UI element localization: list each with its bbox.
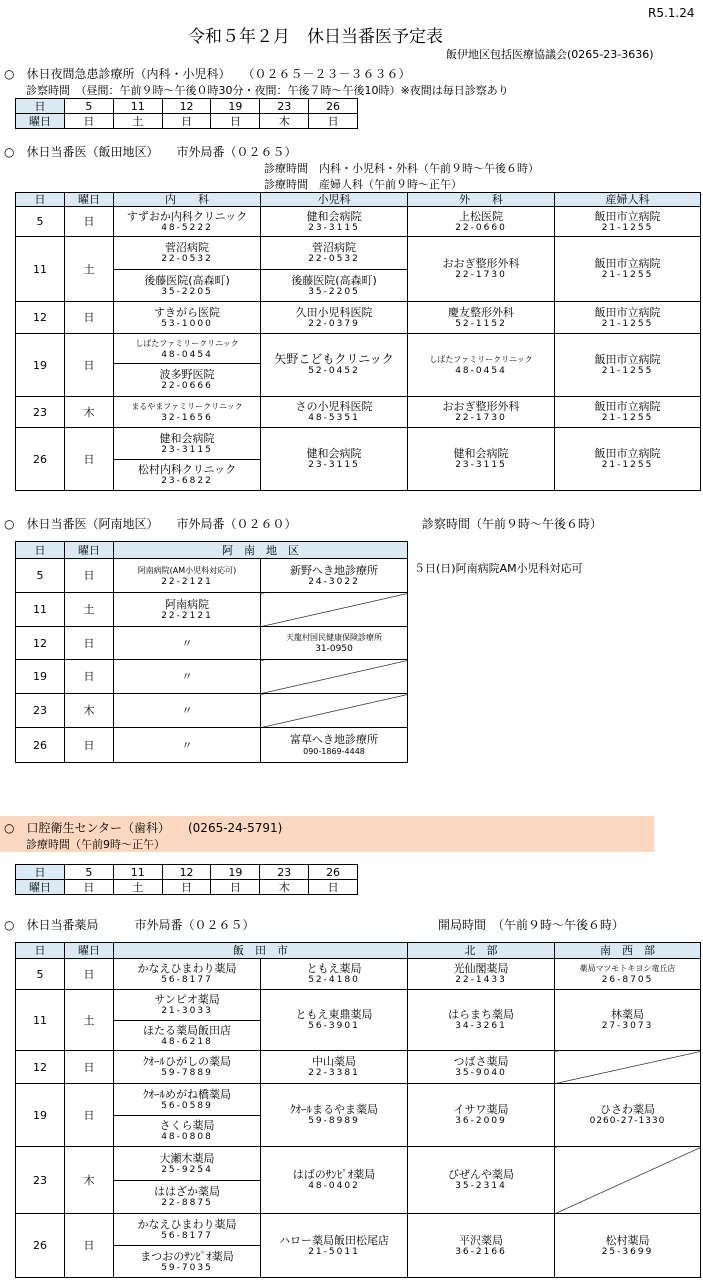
col-header: 日 [16, 193, 65, 207]
pharmacy-cell: かなえひまわり薬局 56-8177 [114, 1214, 261, 1246]
pharmacy-cell: ははざか薬局 22-8875 [114, 1181, 261, 1214]
shonika-cell: さの小児科医院 48-5351 [261, 397, 408, 428]
table-row [16, 728, 408, 763]
pharmacy-cell: まつおのｻﾝﾋﾟｵ薬局 59-7035 [114, 1246, 261, 1278]
table-row [16, 990, 701, 1021]
shonika-cell: 健和会病院 23-3115 [261, 428, 408, 491]
geka-cell: おおぎ整形外科 22-1730 [408, 237, 555, 302]
anan-heading: ○ 休日当番医（阿南地区） 市外局番（０２６０） [4, 517, 297, 531]
pharmacy-cell: はばのｻﾝﾋﾟｵ薬局 48-0402 [261, 1147, 408, 1214]
pharmacy-cell: 薬局マツモトキヨシ竜丘店 26-8705 [555, 959, 701, 990]
empty-slash-cell [261, 694, 408, 728]
day-cell: 26 [309, 99, 358, 114]
weekday-cell: 日 [65, 627, 114, 660]
iida-hours-1: 診療時間 内科・小児科・外科（午前９時～午後６時） [264, 162, 539, 175]
page-title: 令和５年２月 休日当番医予定表 [188, 27, 443, 47]
day-cell: 11 [16, 237, 65, 302]
anan-left-cell: 〃 [114, 728, 261, 763]
day-cell: 19 [16, 334, 65, 397]
weekday-cell: 日 [65, 880, 114, 895]
shonika-cell: 菅沼病院 22-0532 [261, 237, 408, 270]
sanfu-cell: 飯田市立病院 21-1255 [555, 397, 701, 428]
table-row [16, 207, 701, 237]
naika-cell: すきがら医院 53-1000 [114, 302, 261, 334]
day-cell: 19 [16, 660, 65, 694]
day-cell: 11 [113, 99, 162, 114]
table-row [16, 428, 701, 460]
empty-slash-cell [261, 660, 408, 694]
weekday-cell: 日 [65, 1214, 114, 1278]
col-header: 北 部 [408, 943, 555, 959]
pharmacy-cell: かなえひまわり薬局 56-8177 [114, 959, 261, 990]
weekday-cell: 日 [211, 880, 260, 895]
naika-cell: すずおか内科クリニック 48-5222 [114, 207, 261, 237]
table-row [16, 1084, 701, 1116]
naika-cell: 波多野医院 22-0666 [114, 364, 261, 397]
day-cell: 12 [16, 302, 65, 334]
day-cell: 5 [65, 865, 114, 880]
day-cell: 5 [65, 99, 114, 114]
naika-cell: しばたファミリークリニック 48-0454 [114, 334, 261, 364]
weekday-cell: 木 [65, 694, 114, 728]
day-cell: 26 [16, 728, 65, 763]
sanfu-cell: 飯田市立病院 21-1255 [555, 428, 701, 491]
day-cell: 5 [16, 559, 65, 593]
col-header: 産婦人科 [555, 193, 701, 207]
table-row [16, 334, 701, 364]
pharmacy-table [15, 942, 701, 1278]
anan-note: ５日(日)阿南病院AM小児科対応可 [414, 562, 583, 575]
day-cell: 11 [16, 593, 65, 627]
day-cell: 11 [16, 990, 65, 1051]
day-cell: 19 [211, 99, 260, 114]
weekday-cell: 日 [162, 880, 211, 895]
anan-left-cell: 阿南病院(AM小児科対応可) 22-2121 [114, 559, 261, 593]
col-header: 曜日 [65, 193, 114, 207]
day-cell: 23 [16, 1147, 65, 1214]
anan-hours: 診察時間（午前９時～午後６時） [422, 517, 603, 531]
weekday-cell: 日 [65, 1084, 114, 1147]
pharmacy-cell: イサワ薬局 36-2009 [408, 1084, 555, 1147]
anan-right-cell: 天龍村国民健康保険診療所 31-0950 [261, 627, 408, 660]
pharmacy-cell: つばさ薬局 35-9040 [408, 1051, 555, 1084]
weekday-cell: 日 [65, 728, 114, 763]
dental-table [15, 864, 358, 895]
weekday-cell: 土 [113, 114, 162, 129]
anan-left-cell: 〃 [114, 694, 261, 728]
day-label: 日 [16, 865, 65, 880]
pharmacy-cell: ｸｵｰﾙひがしの薬局 59-7889 [114, 1051, 261, 1084]
pharmacy-cell: 松村薬局 25-3699 [555, 1214, 701, 1278]
geka-cell: 慶友整形外科 52-1152 [408, 302, 555, 334]
weekday-cell: 日 [309, 880, 358, 895]
table-row [16, 593, 408, 627]
weekday-cell: 土 [65, 237, 114, 302]
geka-cell: しばたファミリークリニック 48-0454 [408, 334, 555, 397]
day-cell: 23 [260, 865, 309, 880]
pharmacy-cell: サンピオ薬局 21-3033 [114, 990, 261, 1021]
day-cell: 5 [16, 959, 65, 990]
anan-left-cell: 〃 [114, 660, 261, 694]
empty-slash-cell [555, 1147, 701, 1214]
weekday-cell: 土 [65, 593, 114, 627]
geka-cell: 健和会病院 23-3115 [408, 428, 555, 491]
day-cell: 12 [162, 99, 211, 114]
dental-hours: 診療時間（午前9時～正午） [26, 838, 165, 851]
day-cell: 12 [162, 865, 211, 880]
day-label: 日 [16, 99, 65, 114]
shonika-cell: 久田小児科医院 22-0379 [261, 302, 408, 334]
table-row [16, 559, 408, 593]
table-row [16, 694, 408, 728]
pharmacy-cell: ともえ薬局 52-4180 [261, 959, 408, 990]
table-row [16, 302, 701, 334]
day-cell: 12 [16, 1051, 65, 1084]
weekday-cell: 木 [65, 1147, 114, 1214]
weekday-cell: 日 [65, 559, 114, 593]
weekday-cell: 日 [211, 114, 260, 129]
night-clinic-table [15, 98, 358, 129]
day-cell: 19 [211, 865, 260, 880]
sanfu-cell: 飯田市立病院 21-1255 [555, 237, 701, 302]
pharmacy-cell: ハロー薬局飯田松尾店 21-5011 [261, 1214, 408, 1278]
document-date: R5.1.24 [648, 6, 695, 20]
pharmacy-cell: ｸｵｰﾙまるやま薬局 59-8989 [261, 1084, 408, 1147]
weekday-cell: 木 [260, 114, 309, 129]
weekday-cell: 日 [65, 1051, 114, 1084]
sanfu-cell: 飯田市立病院 21-1255 [555, 334, 701, 397]
weekday-cell: 日 [65, 114, 114, 129]
pharmacy-cell: さくら薬局 48-0808 [114, 1116, 261, 1147]
anan-left-cell: 〃 [114, 627, 261, 660]
iida-hours-2: 診療時間 産婦人科（午前９時～正午） [264, 178, 462, 191]
iida-heading: ○ 休日当番医（飯田地区） 市外局番（０２６５） [4, 145, 297, 159]
pharmacy-cell: ひさわ薬局 0260-27-1330 [555, 1084, 701, 1147]
anan-left-cell: 阿南病院 22-2121 [114, 593, 261, 627]
anan-table [15, 541, 408, 763]
weekday-cell: 日 [65, 334, 114, 397]
weekday-cell: 木 [260, 880, 309, 895]
naika-cell: 健和会病院 23-3115 [114, 428, 261, 460]
col-header: 日 [16, 542, 65, 559]
day-cell: 11 [113, 865, 162, 880]
dental-heading: ○ 口腔衛生センター（歯科） (0265-24-5791) [4, 821, 283, 835]
night-clinic-hours: 診察時間 （昼間：午前９時～午後０時30分・夜間：午後７時～午後10時）※夜間は毎日診察あり [26, 84, 509, 97]
day-cell: 23 [260, 99, 309, 114]
weekday-cell: 日 [65, 959, 114, 990]
pharmacy-cell: 中山薬局 22-3381 [261, 1051, 408, 1084]
iida-table [15, 192, 701, 491]
col-header: 阿 南 地 区 [114, 542, 408, 559]
pharmacy-cell: 大瀬木薬局 25-9254 [114, 1147, 261, 1181]
col-header: 南 西 部 [555, 943, 701, 959]
weekday-cell: 日 [65, 302, 114, 334]
col-header: 内 科 [114, 193, 261, 207]
col-header: 曜日 [65, 542, 114, 559]
col-header: 飯 田 市 [114, 943, 408, 959]
pharmacy-cell: ほたる薬局飯田店 48-6218 [114, 1021, 261, 1051]
table-row [16, 237, 701, 270]
col-header: 小児科 [261, 193, 408, 207]
table-row [16, 1147, 701, 1181]
col-header: 日 [16, 943, 65, 959]
naika-cell: 菅沼病院 22-0532 [114, 237, 261, 270]
pharmacy-cell: はらまち薬局 34-3261 [408, 990, 555, 1051]
day-cell: 26 [16, 428, 65, 491]
weekday-cell: 土 [113, 880, 162, 895]
day-cell: 26 [16, 1214, 65, 1278]
weekday-cell: 日 [65, 207, 114, 237]
night-clinic-heading: ○ 休日夜間急患診療所（内科・小児科） （０２６５－２３－３６３６） [4, 67, 411, 81]
day-cell: 12 [16, 627, 65, 660]
pharmacy-cell: 平沢薬局 36-2166 [408, 1214, 555, 1278]
day-cell: 19 [16, 1084, 65, 1147]
shonika-cell: 後藤医院(高森町) 35-2205 [261, 270, 408, 302]
table-row [16, 1214, 701, 1246]
organization: 飯伊地区包括医療協議会(0265-23-3636) [446, 48, 654, 61]
table-row [16, 397, 701, 428]
weekday-cell: 日 [65, 428, 114, 491]
weekday-cell: 土 [65, 990, 114, 1051]
table-row [16, 660, 408, 694]
table-row [16, 627, 408, 660]
geka-cell: おおぎ整形外科 22-1730 [408, 397, 555, 428]
pharmacy-cell: 光仙閣薬局 22-1433 [408, 959, 555, 990]
empty-slash-cell [261, 593, 408, 627]
geka-cell: 上松医院 22-0660 [408, 207, 555, 237]
day-cell: 5 [16, 207, 65, 237]
day-cell: 23 [16, 694, 65, 728]
pharmacy-cell: 林薬局 27-3073 [555, 990, 701, 1051]
naika-cell: まるやまファミリークリニック 32-1656 [114, 397, 261, 428]
naika-cell: 後藤医院(高森町) 35-2205 [114, 270, 261, 302]
col-header: 曜日 [65, 943, 114, 959]
pharmacy-hours: 開局時間 （午前９時～午後６時） [438, 918, 625, 932]
weekday-cell: 日 [162, 114, 211, 129]
sanfu-cell: 飯田市立病院 21-1255 [555, 207, 701, 237]
pharmacy-cell: ともえ東鼎薬局 56-3901 [261, 990, 408, 1051]
day-cell: 26 [309, 865, 358, 880]
naika-cell: 松村内科クリニック 23-6822 [114, 460, 261, 491]
table-row [16, 1051, 701, 1084]
weekday-cell: 木 [65, 397, 114, 428]
pharmacy-cell: ｸｵｰﾙめがね橋薬局 56-0589 [114, 1084, 261, 1116]
weekday-label: 曜日 [16, 114, 65, 129]
sanfu-cell: 飯田市立病院 21-1255 [555, 302, 701, 334]
day-cell: 23 [16, 397, 65, 428]
shonika-cell: 健和会病院 23-3115 [261, 207, 408, 237]
weekday-label: 曜日 [16, 880, 65, 895]
anan-right-cell: 富草へき地診療所 090-1869-4448 [261, 728, 408, 763]
pharmacy-heading: ○ 休日当番薬局 市外局番（０２６５） [4, 918, 255, 932]
shonika-cell: 矢野こどもクリニック 52-0452 [261, 334, 408, 397]
table-row [16, 959, 701, 990]
empty-slash-cell [555, 1051, 701, 1084]
anan-right-cell: 新野へき地診療所 24-3022 [261, 559, 408, 593]
col-header: 外 科 [408, 193, 555, 207]
pharmacy-cell: びぜんや薬局 35-2314 [408, 1147, 555, 1214]
weekday-cell: 日 [65, 660, 114, 694]
weekday-cell: 日 [309, 114, 358, 129]
